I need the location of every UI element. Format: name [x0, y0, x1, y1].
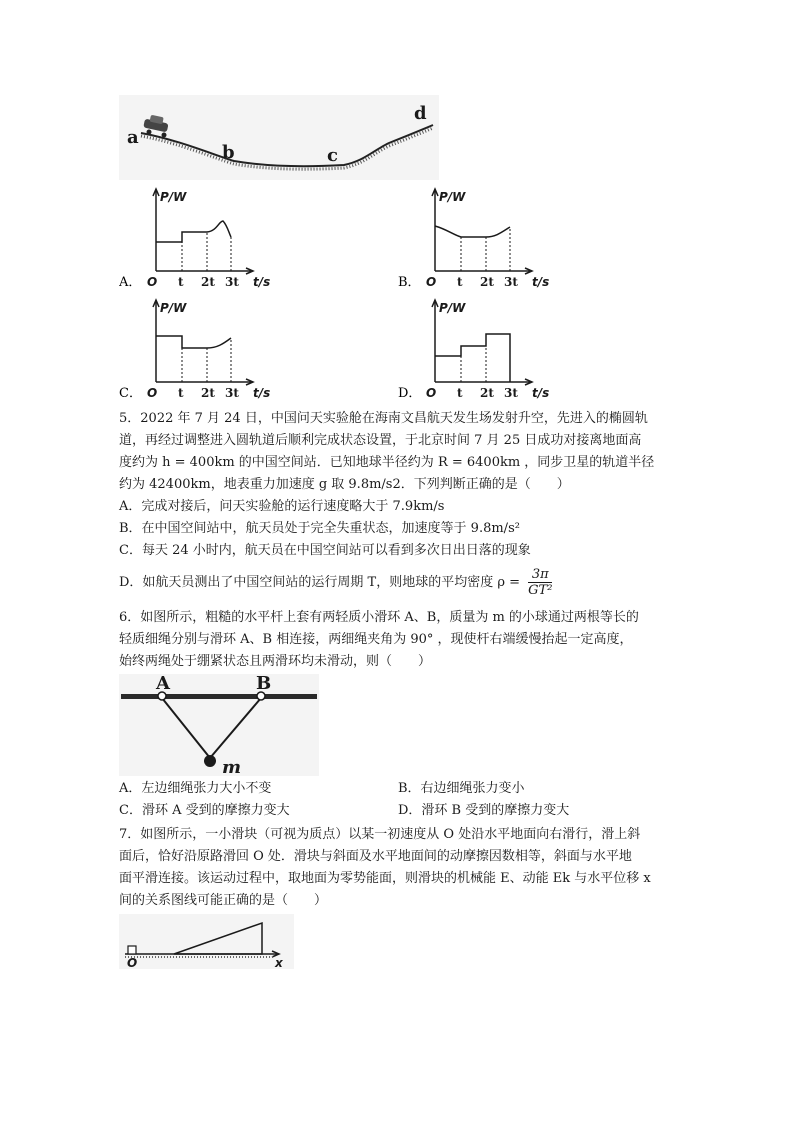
ring-b-label: B: [256, 674, 272, 694]
q5-option-d-text: D．如航天员测出了中国空间站的运行周期 T，则地球的平均密度 ρ =: [119, 575, 521, 590]
tick-3t: 3t: [504, 275, 518, 289]
q7-stem-line-2: 面后，恰好沿原路滑回 O 处．滑块与斜面及水平地面间的动摩擦因数相等，斜面与水平地: [119, 849, 632, 864]
q6-stem-line-2: 轻质细绳分别与滑环 A、B 相连接，两细绳夹角为 90° ，现使杆右端缓慢抬起一定高度，: [119, 632, 633, 647]
tick-2t: 2t: [480, 275, 494, 289]
graph-a-option-label: A．: [119, 275, 142, 290]
origin-label: O: [147, 275, 158, 289]
graph-c: [119, 294, 279, 402]
track-label-c: c: [327, 145, 338, 166]
origin-label: O: [426, 386, 437, 400]
x-axis-label: t/s: [253, 275, 271, 289]
q7-stem-line-1: 7．如图所示，一小滑块（可视为质点）以某一初速度从 O 处沿水平地面向右滑行，滑上斜: [119, 827, 641, 842]
graph-b-option-label: B．: [398, 275, 421, 290]
q5-stem-line-1: 5．2022 年 7 月 24 日，中国问天实验舱在海南文昌航天发生场发射升空，先进入的椭圆轨: [119, 411, 648, 426]
origin-label: O: [426, 275, 437, 289]
tick-2t: 2t: [480, 386, 494, 400]
tick-3t: 3t: [225, 275, 239, 289]
q6-option-c: C．滑环 A 受到的摩擦力变大: [119, 803, 290, 818]
track-label-b: b: [222, 142, 235, 163]
graph-c-option-label: C．: [119, 386, 142, 401]
graph-d-option-label: D．: [398, 386, 422, 401]
tick-2t: 2t: [201, 386, 215, 400]
tick-t: t: [457, 275, 463, 289]
y-axis-label: P/W: [439, 301, 466, 315]
x-axis-label: t/s: [253, 386, 271, 400]
tick-t: t: [178, 275, 184, 289]
origin-label: O: [127, 956, 138, 969]
q5-option-d: [119, 567, 552, 598]
track-label-a: a: [127, 127, 139, 148]
graph-a: [119, 183, 279, 291]
ball: [204, 755, 216, 767]
graph-d: [398, 294, 558, 402]
q7-stem-line-4: 间的关系图线可能正确的是（ ）: [119, 893, 328, 908]
y-axis-label: P/W: [160, 301, 187, 315]
track-figure: [119, 95, 439, 180]
formula-denominator: GT²: [528, 583, 553, 598]
x-axis-label: t/s: [532, 386, 550, 400]
ring-a-label: A: [156, 674, 170, 694]
ball-label: m: [222, 757, 242, 776]
tick-2t: 2t: [201, 275, 215, 289]
q6-option-b: B．右边细绳张力变小: [398, 781, 525, 796]
q5-option-c: C．每天 24 小时内，航天员在中国空间站可以看到多次日出日落的现象: [119, 543, 531, 558]
origin-label: O: [147, 386, 158, 400]
q5-stem-line-3: 度约为 h = 400km 的中国空间站．已知地球半径约为 R = 6400km ，同步卫星的轨道半径: [119, 455, 655, 470]
horizontal-rod: [121, 694, 317, 699]
rod-rings-figure: [119, 674, 319, 776]
q6-option-a: A．左边细绳张力大小不变: [119, 781, 272, 796]
q6-stem-line-3: 始终两绳处于绷紧状态且两滑环均未滑动，则（ ）: [119, 654, 432, 669]
density-formula: [528, 567, 552, 598]
y-axis-label: P/W: [439, 190, 466, 204]
q5-stem-line-4: 约为 42400km，地表重力加速度 g 取 9.8m/s2．下列判断正确的是（ ）: [119, 477, 570, 492]
x-axis-label: t/s: [532, 275, 550, 289]
q7-stem-line-3: 面平滑连接。该运动过程中，取地面为零势能面，则滑块的机械能 E、动能 Ek 与水平位移 x: [119, 871, 651, 886]
q5-option-b: B．在中国空间站中，航天员处于完全失重状态，加速度等于 9.8m/s²: [119, 521, 520, 536]
tick-3t: 3t: [504, 386, 518, 400]
q6-option-d: D．滑环 B 受到的摩擦力变大: [398, 803, 570, 818]
y-axis-label: P/W: [160, 190, 187, 204]
q6-stem-line-1: 6．如图所示，粗糙的水平杆上套有两轻质小滑环 A、B，质量为 m 的小球通过两根等长的: [119, 610, 639, 625]
q5-option-a: A．完成对接后，问天实验舱的运行速度略大于 7.9km/s: [119, 499, 445, 514]
slider-block: [128, 946, 136, 954]
track-label-d: d: [414, 103, 427, 124]
graph-b: [398, 183, 558, 291]
x-axis-label: x: [275, 956, 283, 969]
tick-t: t: [457, 386, 463, 400]
incline-figure: [119, 914, 294, 969]
tick-3t: 3t: [225, 386, 239, 400]
formula-numerator: 3π: [528, 567, 552, 583]
tick-t: t: [178, 386, 184, 400]
q5-stem-line-2: 道，再经过调整进入圆轨道后顺利完成状态设置，于北京时间 7 月 25 日成功对接离地面高: [119, 433, 642, 448]
